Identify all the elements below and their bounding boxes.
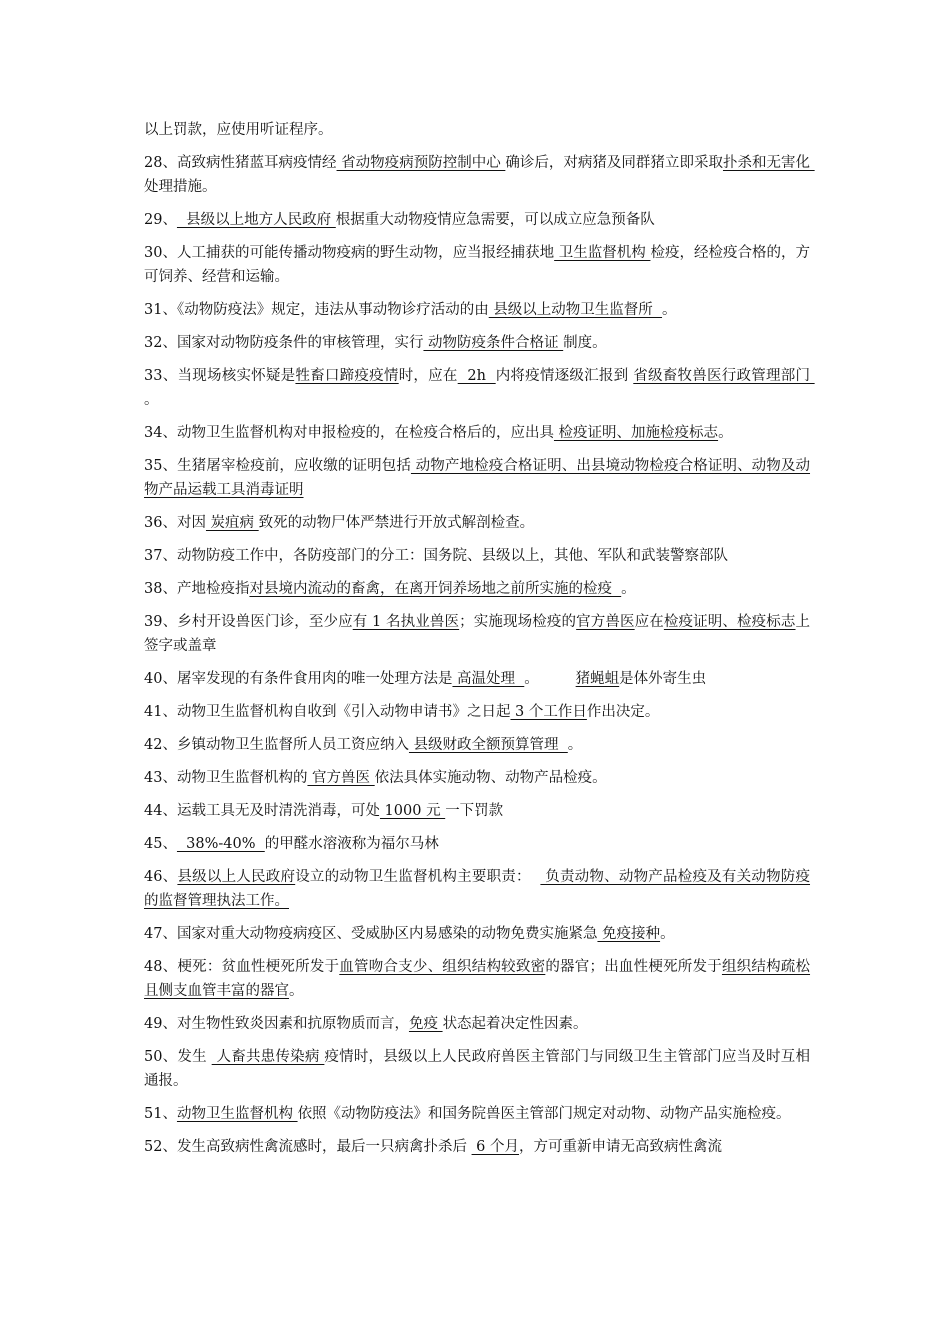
underlined-answer: 免疫接种 <box>597 926 661 942</box>
text-run: 的器官；出血性梗死所发于 <box>545 959 722 975</box>
text-run: 46、 <box>144 869 178 885</box>
text-run: 依照《动物防疫法》和国务院兽医主管部门规定对动物、动物产品实施检疫。 <box>297 1106 791 1122</box>
text-run: 44、运载工具无及时清洗消毒，可处 <box>144 803 380 819</box>
underlined-answer: 2h <box>457 368 496 384</box>
paragraph <box>144 577 810 601</box>
underlined-answer: 3 个工作日 <box>510 704 587 720</box>
text-run: 40、屠宰发现的有条件食用肉的唯一处理方法是 <box>144 671 453 687</box>
text-run: 疫情时，县级以上人民政府兽医主管部门与同级卫生主管部门应当及时互相通报。 <box>144 1049 810 1089</box>
text-run: 47、国家对重大动物疫病疫区、受威胁区内易感染的动物免费实施紧急 <box>144 926 598 942</box>
text-run: 制度。 <box>563 335 607 351</box>
text-run: 41、动物卫生监督机构自收到《引入动物申请书》之日起 <box>144 704 511 720</box>
text-run: 35、生猪屠宰检疫前，应收缴的证明包括 <box>144 458 411 474</box>
paragraph <box>144 955 810 1003</box>
underlined-answer: 县级财政全额预算管理 <box>408 737 568 753</box>
text-run: 处理措施。 <box>144 179 217 195</box>
text-run: 以上罚款，应使用听证程序。 <box>144 122 333 138</box>
text-run: 的甲醛水溶液称为福尔马林 <box>264 836 439 852</box>
underlined-answer: 检疫证明、加施检疫标志 <box>553 425 719 441</box>
paragraph <box>144 298 810 322</box>
text-run: ，方可重新申请无高致病性禽流 <box>519 1139 723 1155</box>
paragraph <box>144 700 810 724</box>
underlined-answer: 人畜共患传染病 <box>211 1049 325 1065</box>
underlined-answer: 猪蝇蛆 <box>575 671 620 687</box>
underlined-answer: 省动物疫病预防控制中心 <box>336 155 506 171</box>
underlined-answer: 省级畜牧兽医行政管理部门 <box>633 368 815 384</box>
underlined-answer: 扑杀和无害化 <box>722 155 815 171</box>
text-run: 致死的动物尸体严禁进行开放式解剖检查。 <box>258 515 535 531</box>
text-run: 50、发生 <box>144 1049 212 1065</box>
text-run: 31、《动物防疫法》规定，违法从事动物诊疗活动的由 <box>144 302 489 318</box>
text-run: 状态起着决定性因素。 <box>442 1016 588 1032</box>
text-run: 作出决定。 <box>586 704 660 720</box>
underlined-answer: 牲畜口蹄疫疫情 <box>295 368 399 384</box>
paragraph <box>144 733 810 757</box>
text-run: 一下罚款 <box>445 803 504 819</box>
paragraph <box>144 511 810 535</box>
text-run: ；实施现场检疫的 <box>459 614 577 630</box>
paragraph <box>144 118 810 142</box>
text-run: 37、动物防疫工作中，各防疫部门的分工：国务院、县级以上，其他、军队和武装警察部队 <box>144 548 728 564</box>
text-run: 。 <box>567 737 583 753</box>
underlined-answer: 血管吻合支少、组织结构较致密 <box>339 959 546 975</box>
text-run: 43、动物卫生监督机构的 <box>144 770 308 786</box>
paragraph <box>144 1045 810 1093</box>
text-run: 38、产地检疫指 <box>144 581 250 597</box>
text-run: 32、国家对动物防疫条件的审核管理，实行 <box>144 335 424 351</box>
underlined-answer: 检疫证明、检疫标志 <box>663 614 796 630</box>
underlined-answer: 38%-40% <box>176 836 265 852</box>
text-run: 28、高致病性猪蓝耳病疫情经 <box>144 155 337 171</box>
text-run: 39、乡村开设兽医门诊，至少应 <box>144 614 353 630</box>
text-run: 。 <box>144 392 159 408</box>
text-run: 48、梗死：贫血性梗死所发于 <box>144 959 340 975</box>
text-run: 设立的动物卫生监督机构主要职责： <box>295 869 541 885</box>
paragraph <box>144 799 810 823</box>
text-run: 45、 <box>144 836 177 852</box>
underlined-answer: 炭疽病 <box>205 515 259 531</box>
paragraph <box>144 610 810 658</box>
underlined-answer: 卫生监督机构 <box>554 245 651 261</box>
text-run: 30、人工捕获的可能传播动物疫病的野生动物，应当报经捕获地 <box>144 245 555 261</box>
text-run: 。 <box>718 425 733 441</box>
underlined-answer: 县级以上地方人民政府 <box>176 212 336 228</box>
underlined-answer: 负责动物、动物产品检疫及有关动物防疫的监督管理执法工作。 <box>144 869 811 909</box>
paragraph <box>144 1135 810 1159</box>
text-run: 依法具体实施动物、动物产品检疫。 <box>374 770 607 786</box>
underlined-answer: 6 个月 <box>471 1139 520 1155</box>
underlined-answer: 对县境内流动的畜禽，在离开饲养场地之前所实施的检疫 <box>249 581 622 597</box>
document-body <box>144 118 815 1168</box>
text-run: 。 <box>660 926 675 942</box>
text-run: 。 <box>289 983 304 999</box>
text-run: 。 <box>524 671 576 687</box>
paragraph <box>144 667 810 691</box>
text-run: 。 <box>662 302 677 318</box>
underlined-answer: 县级以上动物卫生监督所 <box>488 302 663 318</box>
underlined-answer: 有 1 名执业兽医 <box>352 614 460 630</box>
text-run: 52、发生高致病性禽流感时，最后一只病禽扑杀后 <box>144 1139 472 1155</box>
paragraph <box>144 832 810 856</box>
text-run: 34、动物卫生监督机构对申报检疫的，在检疫合格后的，应出具 <box>144 425 554 441</box>
underlined-answer: 县级以上人民政府 <box>177 869 296 885</box>
text-run: 检疫，经检疫合格的，方可饲养、经营和运输。 <box>144 245 811 285</box>
paragraph <box>144 364 815 412</box>
paragraph <box>144 922 810 946</box>
underlined-answer: 动物防疫条件合格证 <box>423 335 564 351</box>
text-run: 应在 <box>634 614 664 630</box>
text-run: 上签字或盖章 <box>144 614 811 654</box>
text-run: 确诊后，对病猪及同群猪立即采取 <box>505 155 723 171</box>
text-run: 。 <box>621 581 636 597</box>
paragraph <box>144 208 810 232</box>
paragraph <box>144 421 810 445</box>
text-run: 49、对生物性致炎因素和抗原物质而言， <box>144 1016 409 1032</box>
text-run: 33、当现场核实怀疑是 <box>144 368 296 384</box>
paragraph <box>144 241 810 289</box>
paragraph <box>144 1102 810 1126</box>
text-run: 42、乡镇动物卫生监督所人员工资应纳入 <box>144 737 409 753</box>
text-run: 29、 <box>144 212 177 228</box>
underlined-answer: 官方兽医 <box>307 770 375 786</box>
underlined-answer: 动物产地检疫合格证明、出县境动物检疫合格证明、动物及动物产品运载工具消毒证明 <box>144 458 811 498</box>
underlined-answer: 1000 元 <box>379 803 446 819</box>
text-run: 是体外寄生虫 <box>619 671 707 687</box>
paragraph <box>144 865 810 913</box>
underlined-answer: 组织结构疏松且侧支血管丰富的器官 <box>144 959 811 999</box>
paragraph <box>144 331 810 355</box>
text-run: 时，应在 <box>398 368 458 384</box>
paragraph <box>144 454 810 502</box>
text-run: 根据重大动物疫情应急需要，可以成立应急预备队 <box>335 212 655 228</box>
underlined-answer: 官方兽医 <box>576 614 635 630</box>
underlined-answer: 免疫 <box>408 1016 443 1032</box>
underlined-answer: 动物卫生监督机构 <box>176 1106 298 1122</box>
paragraph <box>144 766 810 790</box>
paragraph <box>144 544 810 568</box>
text-run: 内将疫情逐级汇报到 <box>495 368 634 384</box>
underlined-answer: 高温处理 <box>452 671 525 687</box>
text-run: 51、 <box>144 1106 177 1122</box>
paragraph <box>144 151 815 199</box>
paragraph <box>144 1012 810 1036</box>
text-run: 36、对因 <box>144 515 206 531</box>
